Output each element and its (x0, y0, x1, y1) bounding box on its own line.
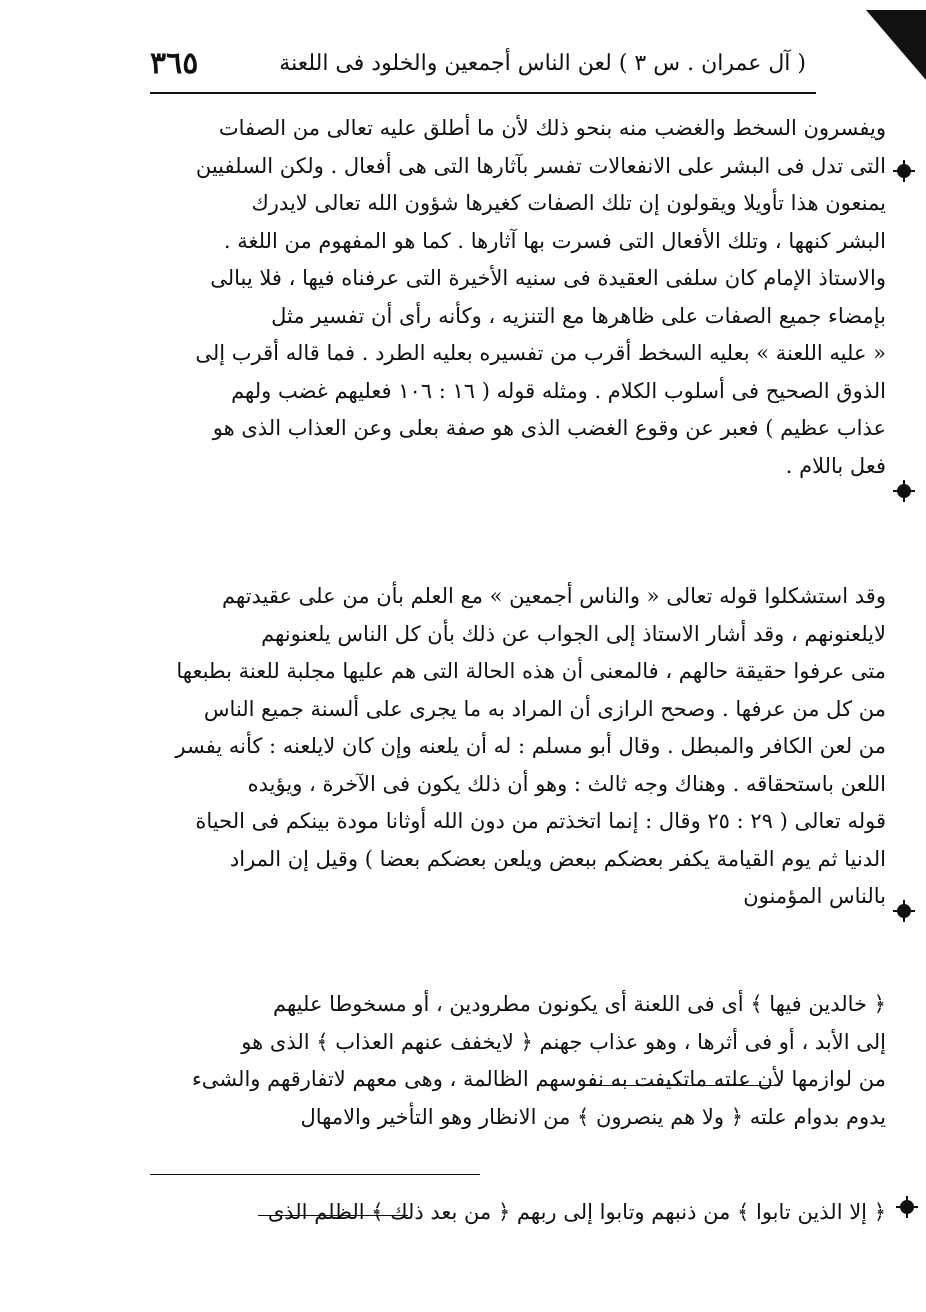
paragraph-2 (150, 578, 886, 916)
page-corner-mark (866, 10, 926, 80)
text-line: من كل من عرفها . وصحح الرازى أن المراد به ما يجرى على ألسنة جميع الناس (203, 696, 886, 721)
margin-dot (897, 484, 911, 498)
page-header (150, 38, 806, 88)
page-number: ٣٦٥ (150, 45, 199, 81)
text-line: الذوق الصحيح فى أسلوب الكلام . ومثله قوله ( ١٦ : ١٠٦ فعليهم غضب ولهم (231, 378, 886, 403)
text-line: يمنعون هذا تأويلا ويقولون إن تلك الصفات كغيرها شؤون الله تعالى لايدرك (251, 191, 886, 215)
text-line: قوله تعالى ( ٢٩ : ٢٥ وقال : إنما اتخذتم من دون الله أوثانا مودة بينكم فى الحياة (195, 809, 886, 833)
text-line: ويفسرون السخط والغضب منه بنحو ذلك لأن ما أطلق عليه تعالى من الصفات (218, 116, 886, 140)
text-line: عذاب عظيم ) فعبر عن وقوع الغضب الذى هو صفة بعلى وعن العذاب الذى هو (212, 416, 886, 440)
text-line: ﴿ خالدين فيها ﴾ أى فى اللعنة أى يكونون مطرودين ، أو مسخوطا عليهم (273, 992, 886, 1016)
margin-dot (897, 904, 911, 918)
text-line: من لوازمها لأن علته ماتكيفت به نفوسهم الظالمة ، وهى معهم لاتفارقهم والشىء (191, 1067, 886, 1091)
running-title: ( آل عمران . س ٣ ) لعن الناس أجمعين والخلود فى اللعنة (279, 50, 806, 76)
text-line: بالناس المؤمنون (743, 884, 886, 908)
text-line: إلى الأبد ، أو فى أثرها ، وهو عذاب جهنم ﴿ لايخفف عنهم العذاب ﴾ الذى هو (241, 1029, 886, 1054)
text-line: فعل باللام . (785, 453, 886, 478)
text-line: لايلعنونهم ، وقد أشار الاستاذ إلى الجواب عن ذلك بأن كل الناس يلعنونهم (261, 621, 886, 646)
text-line: يدوم بدوام علته ﴿ ولا هم ينصرون ﴾ من الانظار وهو التأخير والامهال (300, 1104, 886, 1129)
paragraph-3 (150, 986, 886, 1136)
verse-underline (258, 1215, 408, 1216)
header-rule (150, 92, 816, 94)
text-line: ﴿ إلا الذين تابوا ﴾ من ذنبهم وتابوا إلى ربهم ﴿ من بعد ذلك ﴾ الظلم الذى (267, 1200, 886, 1224)
text-line: البشر كنهها ، وتلك الأفعال التى فسرت بها آثارها . كما هو المفهوم من اللغة . (223, 228, 886, 253)
text-line: متى عرفوا حقيقة حالهم ، فالمعنى أن هذه الحالة التى هم عليها مجلبة للعنة بطبعها (176, 659, 886, 683)
text-line: اللعن باستحقاقه . وهناك وجه ثالث : وهو أن ذلك يكون فى الآخرة ، ويؤيده (247, 771, 886, 796)
margin-dot (897, 164, 911, 178)
verse-underline (580, 1085, 780, 1086)
text-line: بإمضاء جميع الصفات على ظاهرها مع التنزيه ، وكأنه رأى أن تفسير مثل (271, 303, 886, 328)
text-line: وقد استشكلوا قوله تعالى « والناس أجمعين » مع العلم بأن من على عقيدتهم (221, 584, 886, 608)
text-line: الدنيا ثم يوم القيامة يكفر بعضكم ببعض ويلعن بعضكم بعضا ) وقيل إن المراد (229, 846, 886, 871)
text-line: من لعن الكافر والمبطل . وقال أبو مسلم : له أن يلعنه وإن كان لايلعنه : كأنه يفسر (175, 734, 886, 758)
verse-underline (150, 1174, 480, 1175)
text-line: « عليه اللعنة » بعليه السخط أقرب من تفسيره بعليه الطرد . فما قاله أقرب إلى (195, 341, 886, 365)
text-line: التى تدل فى البشر على الانفعالات تفسر بآثارها التى هى أفعال . ولكن السلفيين (195, 153, 886, 178)
paragraph-4 (150, 1194, 886, 1232)
margin-dot (900, 1200, 914, 1214)
paragraph-1 (150, 110, 886, 485)
text-line: والاستاذ الإمام كان سلفى العقيدة فى سنيه الأخيرة التى عرفناه فيها ، فلا يبالى (210, 266, 886, 290)
